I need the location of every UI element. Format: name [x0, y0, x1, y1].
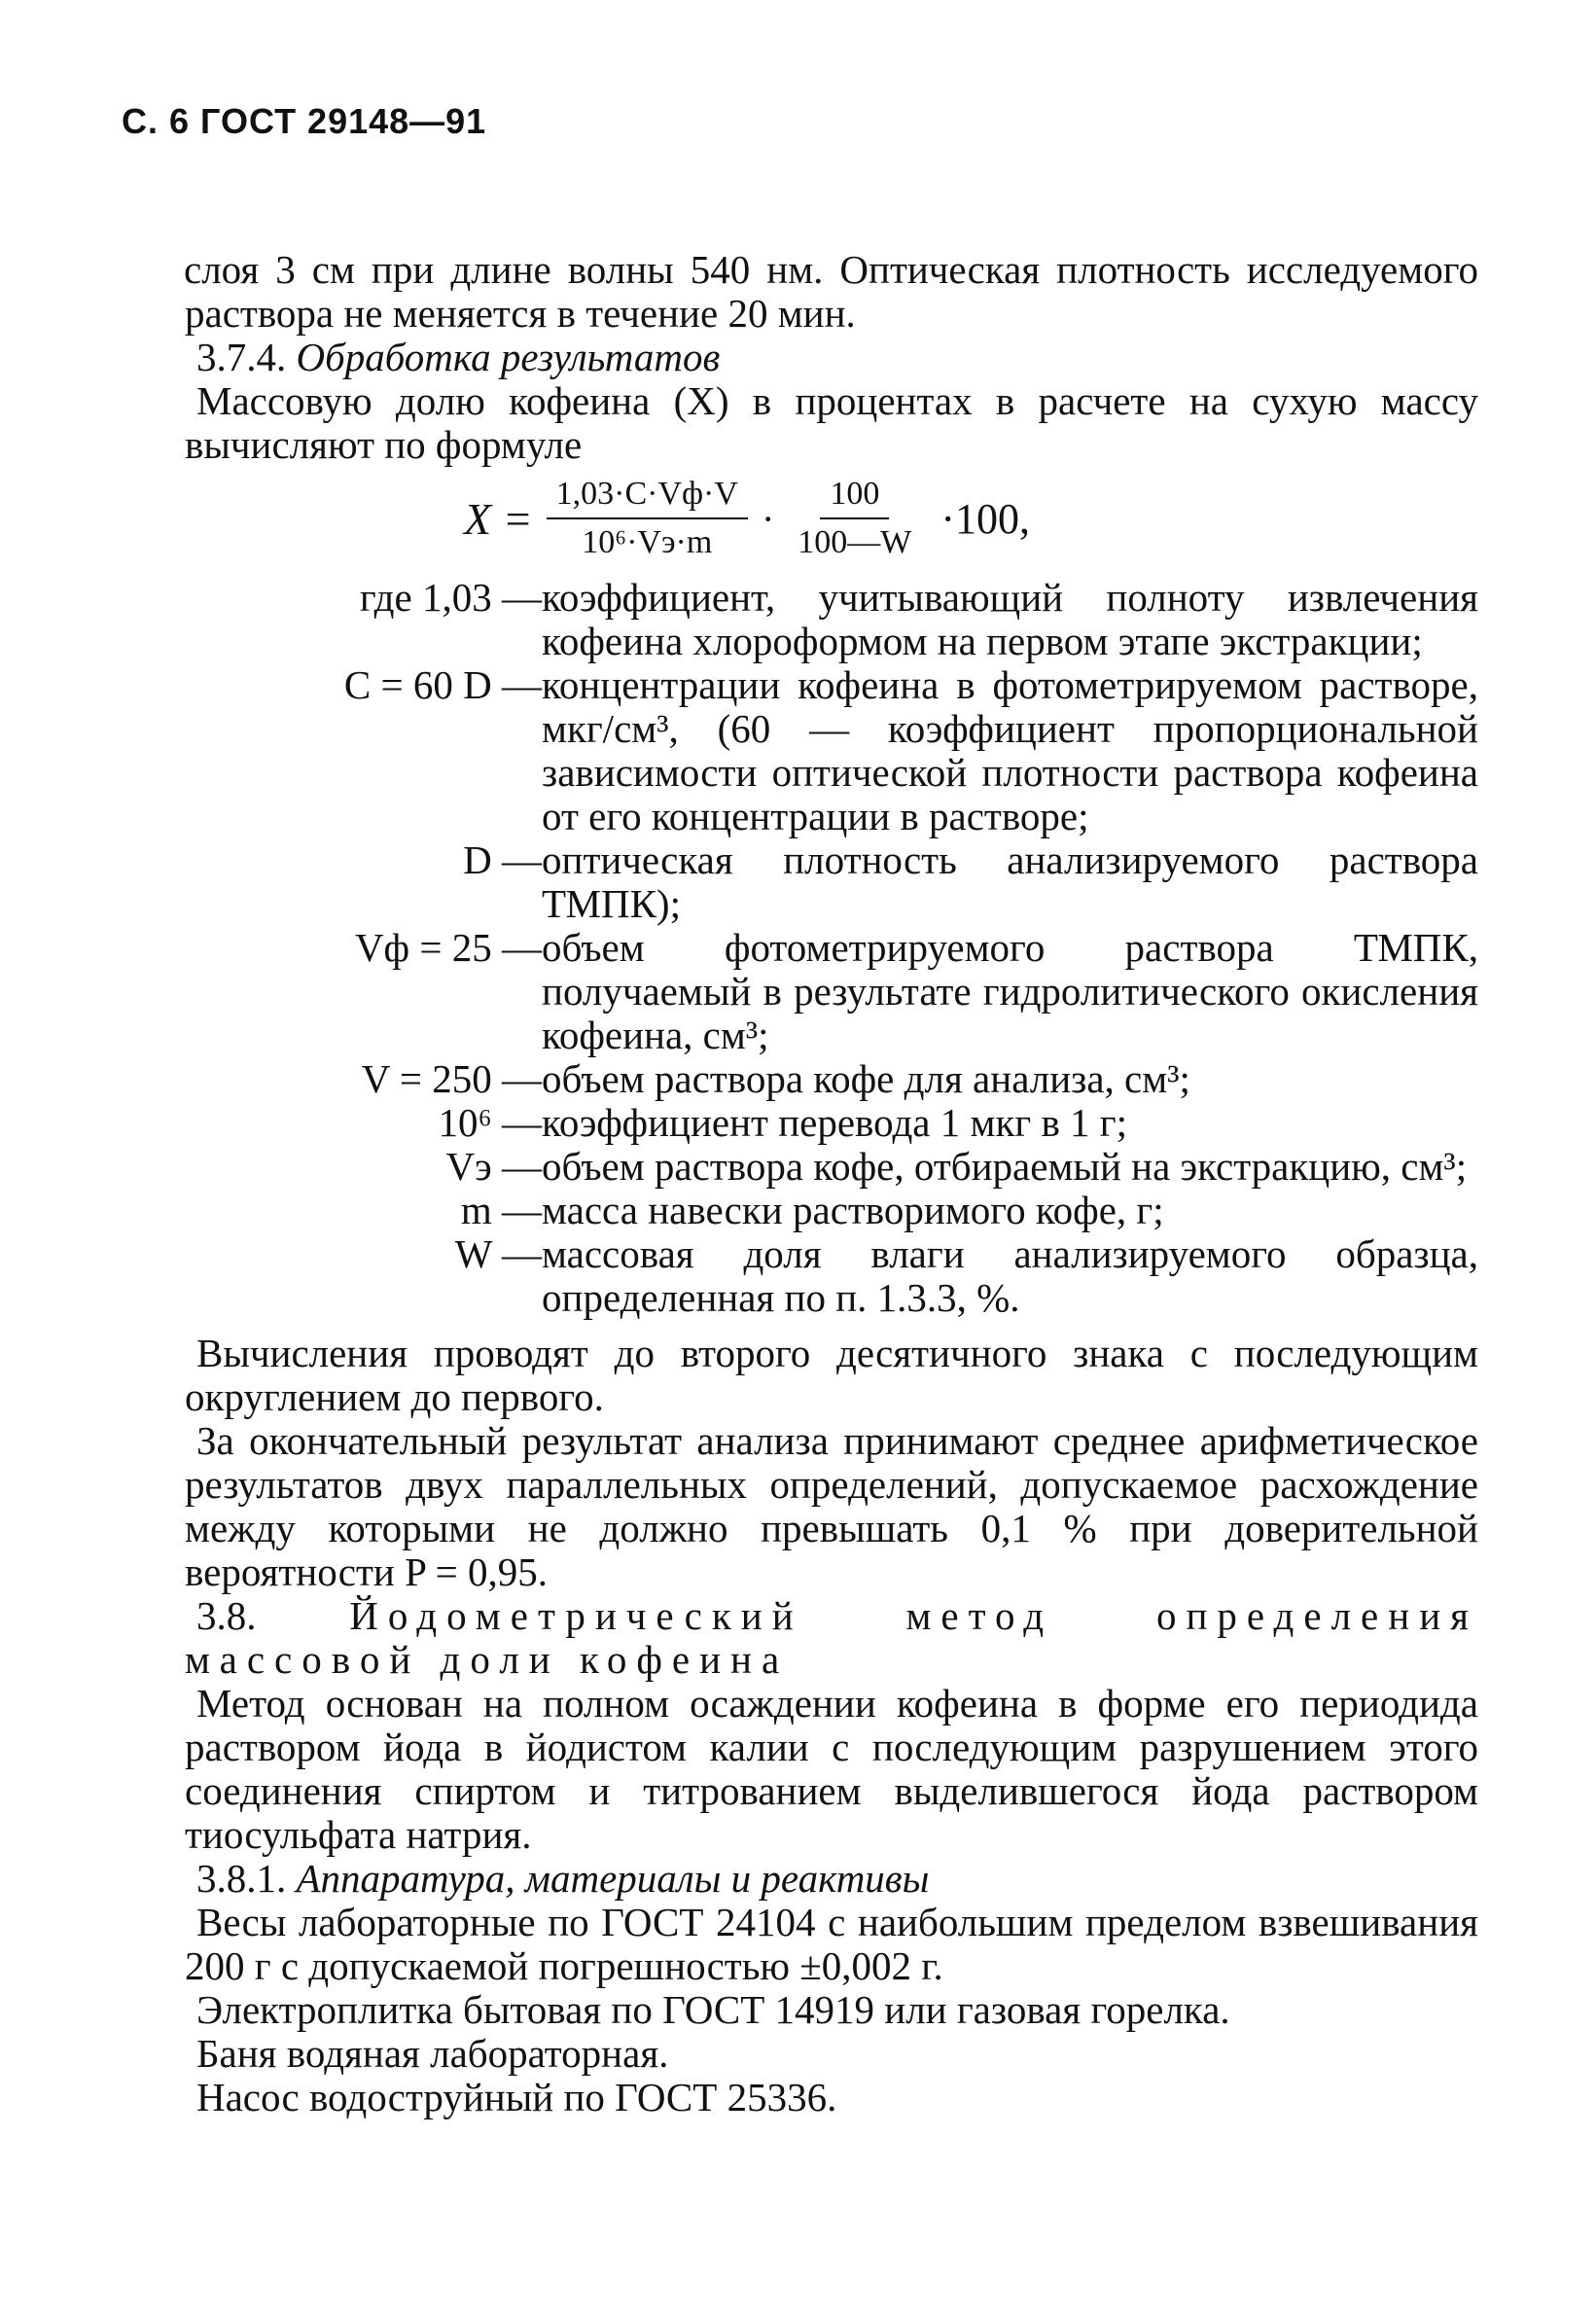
section-number: 3.8.	[196, 1593, 257, 1638]
paragraph: За окончательный результат анализа принимают среднее арифметическое результатов двух параллельных определений, допускаемое расхождение между которыми не должно превышать 0,1 % при доверительной вероятности P = 0,95.	[185, 1418, 1478, 1594]
definition-symbol: C = 60 D —	[343, 662, 542, 707]
paragraph: слоя 3 см при длине волны 540 нм. Оптическая плотность исследуемого раствора не меняется в течение 20 мин.	[184, 247, 1478, 336]
formula-fraction-1	[547, 475, 748, 562]
definition-row	[153, 663, 1478, 838]
definition-row	[153, 1101, 1478, 1145]
paragraph: Массовую долю кофеина (X) в процентах в расчете на сухую массу вычисляют по формуле	[185, 378, 1478, 467]
variable-definitions	[153, 576, 1478, 1320]
definition-text: оптическая плотность анализируемого раствора ТМПК);	[542, 837, 1478, 926]
definition-text: объем раствора кофе для анализа, см³;	[542, 1056, 1190, 1101]
definition-symbol: m —	[460, 1188, 542, 1232]
formula-tail: ·100,	[940, 494, 1031, 543]
section-heading-3-8-1	[185, 1857, 1478, 1901]
definition-row	[153, 926, 1478, 1057]
page-header: С. 6 ГОСТ 29148—91	[122, 101, 487, 141]
formula-numerator-1: 1,03·C·Vф·V	[547, 475, 748, 519]
section-title: Йодометрический метод определения массовой доли кофеина	[185, 1593, 1478, 1682]
definition-row	[153, 838, 1478, 926]
definition-symbol: Vф = 25 —	[354, 925, 542, 970]
paragraph: Вычисления проводят до второго десятичного знака с последующим округлением до первого.	[185, 1331, 1478, 1419]
page-content	[185, 248, 1478, 2119]
formula-numerator-2: 100	[820, 475, 889, 519]
definition-symbol: где 1,03 —	[359, 575, 542, 620]
definition-symbol: W —	[454, 1231, 542, 1276]
section-number: 3.8.1.	[196, 1856, 287, 1901]
paragraph: Насос водоструйный по ГОСТ 25336.	[196, 2075, 837, 2119]
definition-row	[153, 1232, 1478, 1320]
definition-text: коэффициент, учитывающий полноту извлечения кофеина хлороформом на первом этапе экстракции;	[542, 575, 1478, 663]
formula-dot: ·	[761, 496, 775, 541]
definition-row	[153, 1145, 1478, 1189]
formula-fraction-2	[788, 475, 921, 562]
formula-lhs: X =	[464, 493, 533, 544]
definition-text: концентрации кофеина в фотометрируемом растворе, мкг/см³, (60 — коэффициент пропорциональной зависимости оптической плотности раствора кофеина от его концентрации в растворе;	[542, 662, 1478, 838]
definition-row	[153, 1057, 1478, 1101]
definition-text: объем фотометрируемого раствора ТМПК, получаемый в результате гидролитического окисления кофеина, см³;	[542, 925, 1478, 1057]
definition-symbol: D —	[463, 837, 542, 882]
formula-denominator-1: 10⁶·Vэ·m	[582, 524, 713, 560]
definition-text: коэффициент перевода 1 мкг в 1 г;	[542, 1100, 1128, 1145]
paragraph: Весы лабораторные по ГОСТ 24104 с наибольшим пределом взвешивания 200 г с допускаемой погрешностью ±0,002 г.	[185, 1900, 1478, 1988]
definition-text: масса навески растворимого кофе, г;	[542, 1188, 1164, 1232]
section-title: Обработка результатов	[296, 335, 721, 379]
definition-symbol: Vэ —	[445, 1144, 542, 1189]
definition-symbol: V = 250 —	[361, 1056, 542, 1101]
definition-symbol: 10⁶ —	[438, 1100, 542, 1145]
paragraph: Электроплитка бытовая по ГОСТ 14919 или газовая горелка.	[196, 1987, 1230, 2032]
paragraph: Баня водяная лабораторная.	[196, 2031, 669, 2076]
definition-row	[153, 1189, 1478, 1232]
paragraph: Метод основан на полном осаждении кофеина в форме его периодида раствором йода в йодистом калии с последующим разрушением этого соединения спиртом и титрованием выделившегося йода раствором тиосульфата натрия.	[185, 1681, 1478, 1857]
section-number: 3.7.4.	[196, 335, 287, 379]
definition-row	[153, 576, 1478, 663]
formula-denominator-2: 100—W	[798, 524, 912, 560]
section-heading-3-8	[185, 1594, 1478, 1682]
section-title: Аппаратура, материалы и реактивы	[296, 1856, 930, 1901]
definition-text: объем раствора кофе, отбираемый на экстракцию, см³;	[542, 1144, 1468, 1189]
section-heading-3-7-4	[185, 336, 1478, 379]
definition-text: массовая доля влаги анализируемого образца, определенная по п. 1.3.3, %.	[542, 1231, 1478, 1320]
caffeine-formula	[464, 475, 1478, 562]
